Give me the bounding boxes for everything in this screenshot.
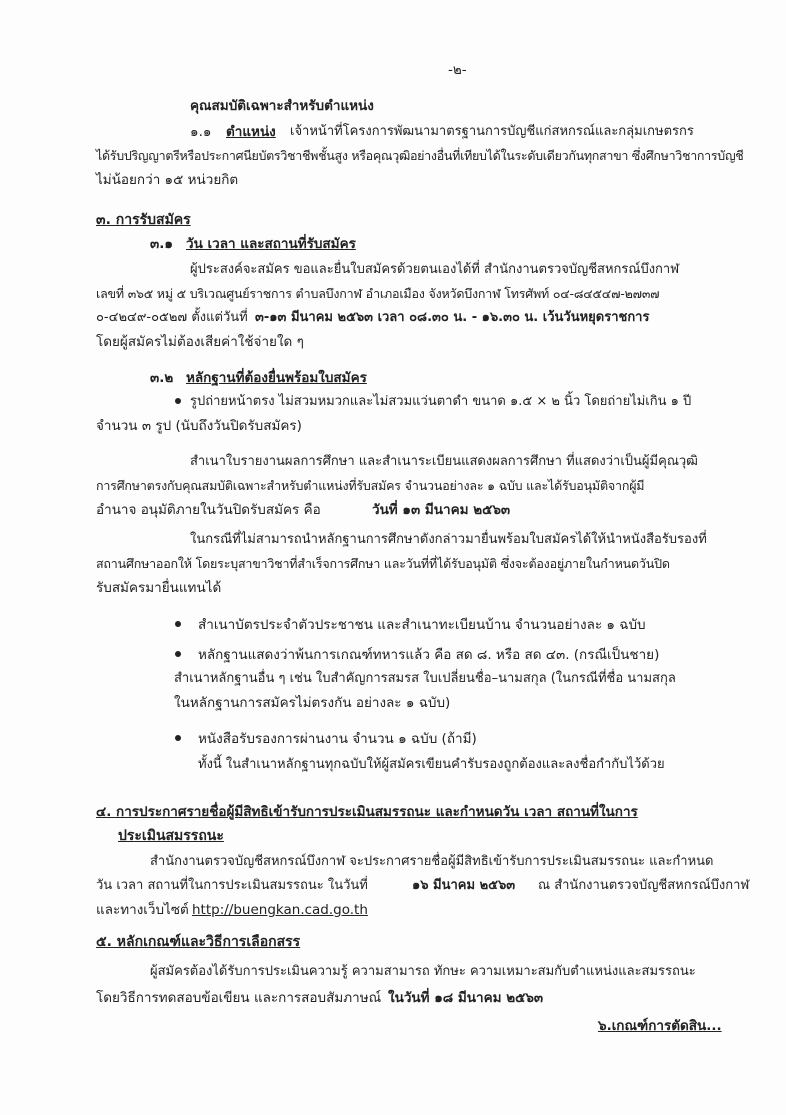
section-5-line-1: ผู้สมัครต้องได้รับการประเมินความรู้ ความสามารถ ทักษะ ความเหมาะสมกับตำแหน่งและสมรรถนะ <box>150 964 696 979</box>
section-4-heading-line-2: ประเมินสมรรถนะ <box>118 828 224 844</box>
section-3-1-number: ๓.๑ <box>150 236 173 252</box>
bullet-icon <box>175 735 181 741</box>
work-certificate-requirement: หนังสือรับรองการผ่านงาน จำนวน ๑ ฉบับ (ถ้ามี) <box>198 731 477 747</box>
photo-requirement-line-2: จำนวน ๓ รูป (นับถึงวันปิดรับสมัคร) <box>96 418 302 434</box>
bullet-icon <box>175 398 181 404</box>
photo-requirement: รูปถ่ายหน้าตรง ไม่สวมหมวกและไม่สวมแว่นตาดำ ขนาด ๑.๕ × ๒ นิ้ว โดยถ่ายไม่เกิน ๑ ปี <box>190 394 692 409</box>
id-card-requirement: สำเนาบัตรประจำตัวประชาชน และสำเนาทะเบียนบ้าน จำนวนอย่างละ ๑ ฉบับ <box>198 617 646 633</box>
transcript-line-1: สำเนาใบรายงานผลการศึกษา และสำเนาระเบียนแสดงผลการศึกษา ที่แสดงว่าเป็นผู้มีคุณวุฒิ <box>190 454 698 469</box>
military-requirement: หลักฐานแสดงว่าพ้นการเกณฑ์ทหารแล้ว คือ สด ๘. หรือ สด ๔๓. (กรณีเป็นชาย) <box>198 647 660 663</box>
section-4-heading: ๔. การประกาศรายชื่อผู้มีสิทธิเข้ารับการประเมินสมรรถนะ และกำหนดวัน เวลา สถานที่ในการ <box>96 804 638 820</box>
section-3-1-line-1: ผู้ประสงค์จะสมัคร ขอและยื่นใบสมัครด้วยตนเองได้ที่ สำนักงานตรวจบัญชีสหกรณ์บึงกาฬ <box>190 262 680 277</box>
section-3-2-number: ๓.๒ <box>150 370 174 386</box>
other-documents-line-2: ในหลักฐานการสมัครไม่ตรงกัน อย่างละ ๑ ฉบับ) <box>174 695 451 711</box>
certificate-line-1: ในกรณีที่ไม่สามารถนำหลักฐานการศึกษาดังกล่าวมายื่นพร้อมใบสมัครได้ให้นำหนังสือรับรองที่ <box>190 532 707 547</box>
section-5-heading: ๕. หลักเกณฑ์และวิธีการเลือกสรร <box>96 934 301 950</box>
position-label: ตำแหน่ง <box>226 124 276 140</box>
section-4-line-2c: ณ สำนักงานตรวจบัญชีสหกรณ์บึงกาฬ <box>538 878 750 893</box>
transcript-line-2: การศึกษาตรงกับคุณสมบัติเฉพาะสำหรับตำแหน่งที่รับสมัคร จำนวนอย่างละ ๑ ฉบับ และได้รับอนุมัติจากผู้มี <box>96 478 645 493</box>
section-4-line-1: สำนักงานตรวจบัญชีสหกรณ์บึงกาฬ จะประกาศรายชื่อผู้มีสิทธิเข้ารับการประเมินสมรรถนะ และกำหนด <box>150 854 714 869</box>
page-number: -๒- <box>448 62 467 78</box>
announcement-date: ๑๖ มีนาคม ๒๕๖๓ <box>412 878 516 893</box>
bullet-icon <box>175 621 181 627</box>
section-3-2-title: หลักฐานที่ต้องยื่นพร้อมใบสมัคร <box>186 370 367 386</box>
approval-deadline: วันที่ ๑๓ มีนาคม ๒๕๖๓ <box>372 502 511 518</box>
section-3-1-line-2: เลขที่ ๓๖๕ หมู่ ๕ บริเวณศูนย์ราชการ ตำบลบึงกาฬ อำเภอเมือง จังหวัดบึงกาฬ โทรศัพท์ ๐๔-๘๔๕๔๗-๒๗๓๗ <box>96 286 660 301</box>
next-page-indicator: ๖.เกณฑ์การตัดสิน... <box>598 1018 722 1034</box>
section-5-line-2a: โดยวิธีการทดสอบข้อเขียน และการสอบสัมภาษณ์ <box>96 990 382 1006</box>
certificate-line-3: รับสมัครมายื่นแทนได้ <box>96 580 222 596</box>
qualification-heading: คุณสมบัติเฉพาะสำหรับตำแหน่ง <box>190 98 374 114</box>
website-link[interactable]: http://buengkan.cad.go.th <box>192 902 368 918</box>
position-title: เจ้าหน้าที่โครงการพัฒนามาตรฐานการบัญชีแก่สหกรณ์และกลุ่มเกษตรกร <box>290 124 694 139</box>
section-3-1-line-3a: ๐-๔๒๔๙-๐๕๒๗ ตั้งแต่วันที่ <box>96 310 248 325</box>
section-3-1-title: วัน เวลา และสถานที่รับสมัคร <box>186 236 356 252</box>
application-period: ๓-๑๓ มีนาคม ๒๕๖๓ เวลา ๐๘.๓๐ น. - ๑๖.๓๐ น. เว้นวันหยุดราชการ <box>255 310 650 325</box>
certification-note: ทั้งนี้ ในสำเนาหลักฐานทุกฉบับให้ผู้สมัครเขียนคำรับรองถูกต้องและลงชื่อกำกับไว้ด้วย <box>198 757 665 772</box>
qualification-item-number: ๑.๑ <box>190 124 212 140</box>
qualification-line-3: ไม่น้อยกว่า ๑๕ หน่วยกิต <box>96 172 239 188</box>
exam-date: ในวันที่ ๑๘ มีนาคม ๒๕๖๓ <box>388 990 544 1006</box>
other-documents-line-1: สำเนาหลักฐานอื่น ๆ เช่น ใบสำคัญการสมรส ใบเปลี่ยนชื่อ–นามสกุล (ในกรณีที่ชื่อ นามสกุล <box>174 671 676 686</box>
bullet-icon <box>175 651 181 657</box>
section-3-1-line-4: โดยผู้สมัครไม่ต้องเสียค่าใช้จ่ายใด ๆ <box>96 334 304 350</box>
section-4-line-2a: วัน เวลา สถานที่ในการประเมินสมรรถนะ ในวันที่ <box>96 878 368 893</box>
section-3-heading: ๓. การรับสมัคร <box>96 212 191 228</box>
section-4-line-3: และทางเว็บไซต์ <box>96 902 189 918</box>
transcript-line-3a: อำนาจ อนุมัติภายในวันปิดรับสมัคร คือ <box>96 502 321 518</box>
certificate-line-2: สถานศึกษาออกให้ โดยระบุสาขาวิชาที่สำเร็จการศึกษา และวันที่ที่ได้รับอนุมัติ ซึ่งจะต้องอยู่ภายในกำหนดวันปิด <box>96 556 670 571</box>
qualification-line-2: ได้รับปริญญาตรีหรือประกาศนียบัตรวิชาชีพชั้นสูง หรือคุณวุฒิอย่างอื่นที่เทียบได้ในระดับเดียวกันทุกสาขา ซึ่งศึกษาวิชาการบัญชี <box>96 148 744 163</box>
